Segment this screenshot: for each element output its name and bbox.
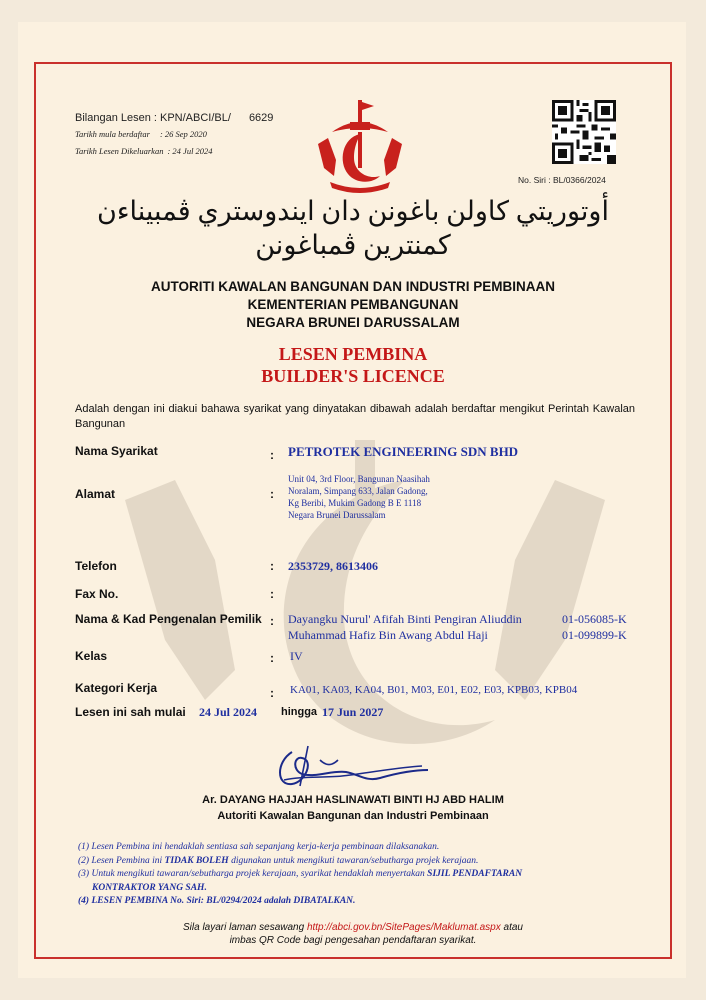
signature-icon (262, 740, 432, 798)
authority-line: AUTORITI KAWALAN BANGUNAN DAN INDUSTRI PEMBINAAN (151, 279, 555, 294)
authority-line: NEGARA BRUNEI DARUSSALAM (246, 315, 460, 330)
valid-from: 24 Jul 2024 (199, 705, 258, 719)
signatory-block (34, 792, 672, 824)
phone-label: Telefon (75, 559, 117, 573)
company-value: PETROTEK ENGINEERING SDN BHD (288, 444, 519, 459)
fax-label: Fax No. (75, 587, 119, 601)
owner-ic: 01-099899-K (562, 628, 627, 642)
address-value (288, 473, 430, 521)
jawi-title-line2: ﻛﻤﻨﺘﺮﻳﻦ ﭬﻤﺒﺎﻏﻮﻧﻦ (255, 230, 451, 260)
address-line: Kg Beribi, Mukim Gadong B E 1118 (288, 498, 422, 508)
address-line: Unit 04, 3rd Floor, Bangunan Naasihah (288, 474, 430, 484)
serial-number: No. Siri : BL/0366/2024 (518, 175, 606, 185)
footer-note: Sila layari laman sesawang http://abci.gov.bn/SitePages/Maklumat.aspx atau imbas QR Code bagi pengesahan pendaftaran syarikat. (182, 922, 523, 946)
signatory-name: Ar. DAYANG HAJJAH HASLINAWATI BINTI HJ ABD HALIM (202, 794, 504, 806)
valid-to: 17 Jun 2027 (322, 705, 384, 719)
verification-link[interactable]: http://abci.gov.bn/SitePages/Maklumat.aspx (306, 922, 501, 933)
address-label: Alamat (75, 487, 116, 501)
class-label: Kelas (75, 649, 108, 663)
until-label: hingga (281, 706, 318, 718)
note-item: (1) Lesen Pembina ini hendaklah sentiasa sah sepanjang kerja-kerja pembinaan dilaksanakan. (78, 842, 440, 852)
category-value: KA01, KA03, KA04, B01, M03, E01, E02, E03, KPB03, KPB04 (290, 684, 578, 696)
address-line: Negara Brunei Darussalam (288, 510, 386, 520)
notes-list (78, 841, 522, 909)
address-line: Noralam, Simpang 633, Jalan Gadong, (288, 486, 428, 496)
note-item: (4) LESEN PEMBINA No. Siri: BL/0294/2024 adalah DIBATALKAN. (78, 896, 356, 906)
qr-code-icon (552, 100, 616, 164)
intro-text: Adalah dengan ini diakui bahawa syarikat yang dinyatakan dibawah adalah berdaftar mengikut Perintah Kawalan Bangunan (75, 403, 635, 430)
licence-number: Bilangan Lesen : KPN/ABCI/BL/ 6629 (75, 112, 274, 124)
note-item: (3) Untuk mengikuti tawaran/sebutharga projek kerajaan, syarikat hendaklah menyertakan SIJIL PENDAFTARAN (78, 869, 523, 879)
owner-name: Muhammad Hafiz Bin Awang Abdul Haji (288, 628, 488, 642)
colon: : (270, 614, 274, 628)
class-value: IV (290, 649, 303, 663)
category-label: Kategori Kerja (75, 681, 158, 695)
colon: : (270, 487, 274, 501)
validity-label: Lesen ini sah mulai (75, 705, 186, 719)
licence-title (34, 343, 672, 387)
colon: : (270, 587, 274, 601)
note-item: (2) Lesen Pembina ini TIDAK BOLEH digunakan untuk mengikuti tawaran/sebutharga projek kerajaan. (78, 855, 479, 866)
signatory-org: Autoriti Kawalan Bangunan dan Industri Pembinaan (217, 810, 489, 822)
note-item: KONTRAKTOR YANG SAH. (92, 882, 207, 893)
issue-date-row: Tarikh Lesen Dikeluarkan : 24 Jul 2024 (75, 146, 213, 156)
owners-label: Nama & Kad Pengenalan Pemilik (75, 612, 262, 626)
start-date-row: Tarikh mula berdaftar : 26 Sep 2020 (75, 129, 207, 139)
phone-value: 2353729, 8613406 (288, 559, 378, 573)
colon: : (270, 686, 274, 700)
colon: : (270, 559, 274, 573)
colon: : (270, 448, 274, 462)
owner-ic: 01-056085-K (562, 612, 627, 626)
licence-title-english: BUILDER'S LICENCE (261, 366, 445, 386)
jawi-title-line1: ﺃﻭﺗﻮﺭﻳﺘﻲ ﻛﺎﻭﻟﻦ ﺑﺎﻏﻮﻧﻦ ﺩﺍﻥ ﺍﻳﻨﺪﻭﺳﺘﺮﻱ ﭬﻤﺒﻴﻨﺎﺀﻥ (97, 196, 609, 226)
colon: : (270, 651, 274, 665)
owner-name: Dayangku Nurul' Afifah Binti Pengiran Aliuddin (288, 612, 522, 626)
authority-name (34, 278, 672, 332)
company-label: Nama Syarikat (75, 444, 158, 458)
brunei-crest-icon (312, 98, 408, 196)
authority-line: KEMENTERIAN PEMBANGUNAN (247, 297, 459, 312)
licence-title-malay: LESEN PEMBINA (278, 344, 428, 364)
